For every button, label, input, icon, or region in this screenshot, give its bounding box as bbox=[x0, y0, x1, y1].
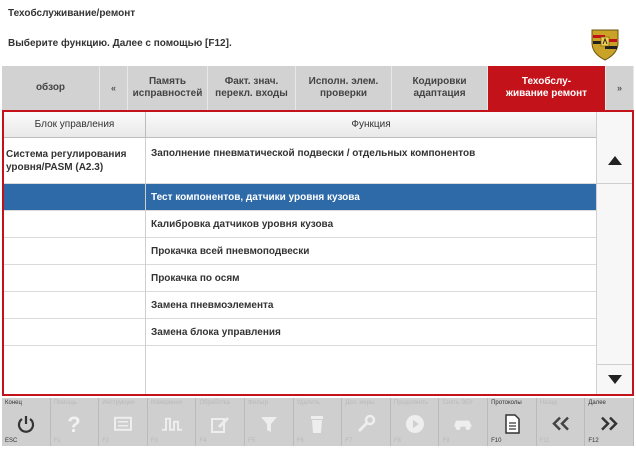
control-unit-column bbox=[4, 138, 146, 394]
svg-text:?: ? bbox=[67, 413, 82, 436]
button-key: F1 bbox=[53, 438, 61, 444]
extra-measures-button[interactable] bbox=[342, 398, 391, 446]
document-icon bbox=[504, 414, 520, 434]
function-label: Калибровка датчиков уровня кузова bbox=[151, 219, 334, 230]
function-label: Замена пневмоэлемента bbox=[151, 300, 274, 311]
button-key: F12 bbox=[588, 438, 599, 444]
tab-actual-values[interactable]: Факт. знач. перекл. входы bbox=[208, 66, 296, 110]
instructions-button[interactable] bbox=[99, 398, 148, 446]
tab-fault-memory[interactable]: Память исправностей bbox=[128, 66, 208, 110]
play-icon bbox=[405, 414, 425, 434]
button-key: F3 bbox=[150, 438, 158, 444]
filter-button[interactable] bbox=[245, 398, 294, 446]
triangle-up-icon bbox=[608, 156, 622, 165]
column-header-control-unit: Блок управления bbox=[4, 112, 146, 137]
protocols-button[interactable] bbox=[488, 398, 537, 446]
button-label: Протоколы bbox=[491, 400, 522, 406]
edit-button[interactable] bbox=[196, 398, 245, 446]
delete-button[interactable] bbox=[294, 398, 343, 446]
button-key: F5 bbox=[248, 438, 256, 444]
tab-overview[interactable]: обзор bbox=[2, 66, 100, 110]
trash-icon bbox=[309, 414, 325, 434]
button-key: F11 bbox=[539, 438, 550, 444]
help-icon bbox=[64, 413, 84, 435]
button-label: Удалить bbox=[296, 400, 320, 406]
button-label: Инструкции bbox=[102, 400, 135, 406]
scroll-up-button[interactable] bbox=[597, 138, 632, 184]
table-header bbox=[4, 112, 596, 138]
function-label: Тест компонентов, датчики уровня кузова bbox=[151, 192, 360, 203]
tab-bar bbox=[2, 66, 634, 110]
exit-button[interactable] bbox=[2, 398, 51, 446]
button-key: F2 bbox=[102, 438, 110, 444]
page-subtitle: Выберите функцию. Далее с помощью [F12]. bbox=[8, 38, 232, 49]
tab-actuator-tests[interactable]: Исполн. элем. проверки bbox=[296, 66, 392, 110]
back-icon bbox=[550, 416, 572, 432]
car-icon bbox=[452, 416, 474, 432]
tab-coding-adaptation[interactable]: Кодировки адаптация bbox=[392, 66, 488, 110]
button-label: Помощь bbox=[53, 400, 77, 406]
edit-icon bbox=[210, 414, 230, 434]
button-label: Конец bbox=[5, 400, 22, 406]
button-label: Назад bbox=[539, 400, 557, 406]
button-key: F7 bbox=[345, 438, 353, 444]
button-label: Продолжить bbox=[393, 400, 429, 406]
page-title: Техобслуживание/ремонт bbox=[8, 8, 136, 19]
button-label: Далее bbox=[588, 400, 606, 406]
button-key: ESC bbox=[5, 438, 18, 444]
scrollbar[interactable] bbox=[596, 112, 632, 394]
triangle-down-icon bbox=[608, 375, 622, 384]
function-label: Замена блока управления bbox=[151, 327, 281, 338]
help-button[interactable] bbox=[51, 398, 100, 446]
button-key: F8 bbox=[393, 438, 401, 444]
column-header-function: Функция bbox=[146, 112, 596, 137]
button-label: Измерения bbox=[150, 400, 182, 406]
button-key: F6 bbox=[296, 438, 304, 444]
tab-scroll-right[interactable]: » bbox=[606, 66, 634, 110]
control-unit-name: Система регулирования уровня/PASM (A2.3) bbox=[6, 149, 127, 173]
tab-scroll-left[interactable]: « bbox=[100, 66, 128, 110]
button-label: Фильтр bbox=[248, 400, 269, 406]
scroll-down-button[interactable] bbox=[597, 364, 632, 394]
next-button[interactable] bbox=[585, 398, 634, 446]
function-label: Заполнение пневматической подвески / отдельных компонентов bbox=[151, 148, 476, 159]
filter-icon bbox=[259, 414, 279, 434]
brand-logo-icon bbox=[589, 27, 621, 61]
tools-icon bbox=[356, 414, 376, 434]
button-label: Обработка bbox=[199, 400, 230, 406]
function-table bbox=[2, 110, 634, 396]
oscilloscope-icon bbox=[161, 415, 183, 433]
function-label: Прокачка всей пневмоподвески bbox=[151, 246, 310, 257]
function-label: Прокачка по осям bbox=[151, 273, 240, 284]
button-key: F10 bbox=[491, 438, 502, 444]
next-icon bbox=[598, 416, 620, 432]
continue-button[interactable] bbox=[391, 398, 440, 446]
button-key: F4 bbox=[199, 438, 207, 444]
instructions-icon bbox=[113, 415, 133, 433]
tab-maintenance-repair[interactable]: Техобслу- живание ремонт bbox=[488, 66, 606, 110]
function-key-bar bbox=[2, 398, 634, 446]
measurements-button[interactable] bbox=[148, 398, 197, 446]
button-label: Снять ЭБУ bbox=[442, 400, 473, 406]
power-icon bbox=[16, 414, 36, 434]
back-button[interactable] bbox=[537, 398, 586, 446]
button-label: Доп. меры bbox=[345, 400, 375, 406]
button-key: F9 bbox=[442, 438, 450, 444]
remove-ecu-button[interactable] bbox=[439, 398, 488, 446]
